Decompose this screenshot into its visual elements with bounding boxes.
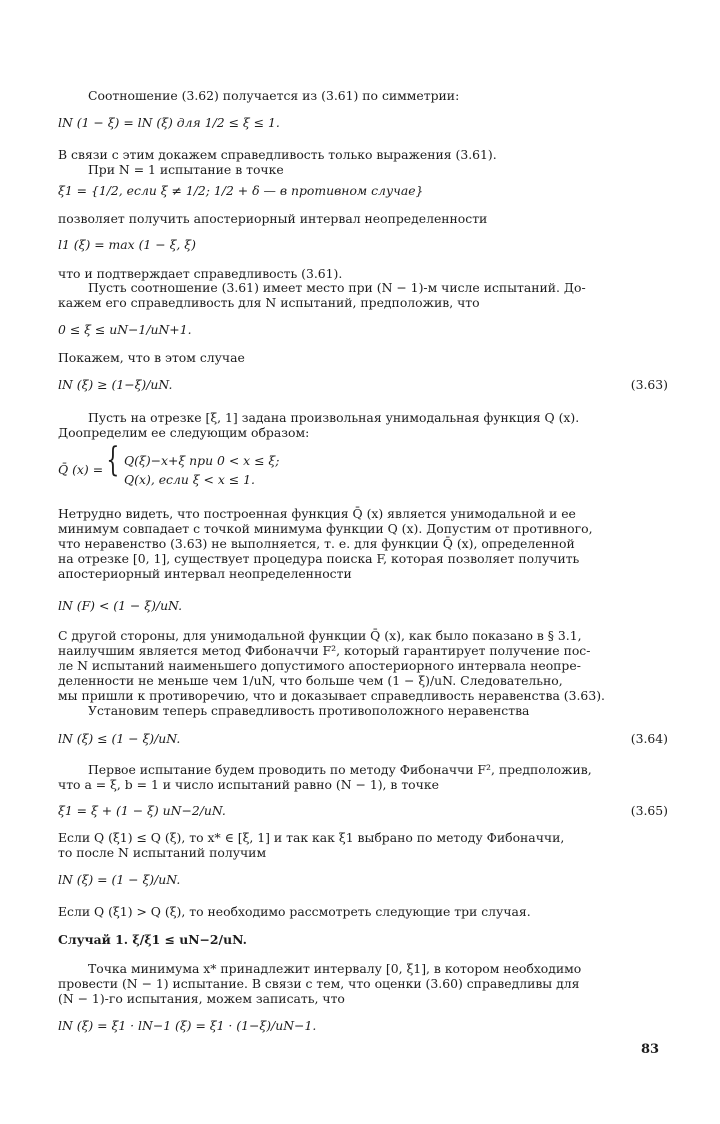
formula-line: ξ1 = {1/2, если ξ ≠ 1/2; 1/2 + δ — в противном случае} xyxy=(58,183,424,198)
text-line: Покажем, что в этом случае xyxy=(58,350,245,365)
text-line: Нетрудно видеть, что построенная функция Q̄ (x) является унимодальной и ее xyxy=(58,506,576,521)
formula-line: lN (1 − ξ) = lN (ξ) для 1/2 ≤ ξ ≤ 1. xyxy=(58,115,280,130)
equation-number: (3.63) xyxy=(630,377,668,392)
text-line: С другой стороны, для унимодальной функции Q̄ (x), как было показано в § 3.1, xyxy=(58,628,582,643)
text-line: мы пришли к противоречию, что и доказывает справедливость неравенства (3.63). xyxy=(58,688,605,703)
text-line: что a = ξ, b = 1 и число испытаний равно (N − 1), в точке xyxy=(58,777,439,792)
text-line: деленности не меньше чем 1/uN, что больше чем (1 − ξ)/uN. Следовательно, xyxy=(58,673,563,688)
text-line: позволяет получить апостериорный интервал неопределенности xyxy=(58,211,488,226)
text-line: В связи с этим докажем справедливость только выражения (3.61). xyxy=(58,147,497,162)
text-line: Соотношение (3.62) получается из (3.61) по симметрии: xyxy=(88,88,460,103)
text-line: Если Q (ξ1) > Q (ξ), то необходимо рассмотреть следующие три случая. xyxy=(58,904,531,919)
text-line: ле N испытаний наименьшего допустимого апостериорного интервала неопре- xyxy=(58,658,581,673)
formula-line: Q(x), если ξ < x ≤ 1. xyxy=(124,472,255,487)
formula-line: lN (ξ) = ξ1 · lN−1 (ξ) = ξ1 · (1−ξ)/uN−1. xyxy=(58,1018,317,1033)
text-line: Точка минимума x* принадлежит интервалу [0, ξ1], в котором необходимо xyxy=(88,961,582,976)
page-number: 83 xyxy=(641,1042,660,1057)
formula-line: ξ1 = ξ + (1 − ξ) uN−2/uN. xyxy=(58,803,226,818)
formula-line: 0 ≤ ξ ≤ uN−1/uN+1. xyxy=(58,322,192,337)
text-line: то после N испытаний получим xyxy=(58,845,267,860)
text-line: При N = 1 испытание в точке xyxy=(88,162,284,177)
text-line: наилучшим является метод Фибоначчи F², который гарантирует получение пос- xyxy=(58,643,591,658)
text-line: Случай 1. ξ/ξ1 ≤ uN−2/uN. xyxy=(58,932,247,947)
text-line: Доопределим ее следующим образом: xyxy=(58,425,310,440)
text-line: что неравенство (3.63) не выполняется, т. е. для функции Q̄ (x), определенной xyxy=(58,536,575,551)
text-line: провести (N − 1) испытание. В связи с тем, что оценки (3.60) справедливы для xyxy=(58,976,580,991)
text-line: что и подтверждает справедливость (3.61). xyxy=(58,266,343,281)
formula-line: lN (ξ) ≤ (1 − ξ)/uN. xyxy=(58,731,181,746)
text-line: апостериорный интервал неопределенности xyxy=(58,566,352,581)
text-line: Если Q (ξ1) ≤ Q (ξ), то x* ∈ [ξ, 1] и так как ξ1 выбрано по методу Фибоначчи, xyxy=(58,830,565,845)
text-line: минимум совпадает с точкой минимума функции Q (x). Допустим от противного, xyxy=(58,521,593,536)
formula-line: lN (F) < (1 − ξ)/uN. xyxy=(58,598,183,613)
brace-symbol: { xyxy=(106,440,120,480)
text-line: на отрезке [0, 1], существует процедура поиска F, которая позволяет получить xyxy=(58,551,580,566)
formula-line: Q(ξ)−x+ξ при 0 < x ≤ ξ; xyxy=(124,453,280,468)
formula-line: lN (ξ) ≥ (1−ξ)/uN. xyxy=(58,377,173,392)
text-line: Пусть соотношение (3.61) имеет место при (N − 1)-м числе испытаний. До- xyxy=(88,280,586,295)
text-line: Первое испытание будем проводить по методу Фибоначчи F², предположив, xyxy=(88,762,592,777)
text-line: Пусть на отрезке [ξ, 1] задана произвольная унимодальная функция Q (x). xyxy=(88,410,580,425)
formula-line: l1 (ξ) = max (1 − ξ, ξ) xyxy=(58,237,196,252)
text-line: Установим теперь справедливость противоположного неравенства xyxy=(88,703,530,718)
equation-number: (3.65) xyxy=(630,803,668,818)
formula-line: lN (ξ) = (1 − ξ)/uN. xyxy=(58,872,181,887)
text-line: кажем его справедливость для N испытаний, предположив, что xyxy=(58,295,480,310)
equation-number: (3.64) xyxy=(630,731,668,746)
text-line: (N − 1)-го испытания, можем записать, что xyxy=(58,991,345,1006)
brace-label: Q̄ (x) = xyxy=(58,462,104,477)
